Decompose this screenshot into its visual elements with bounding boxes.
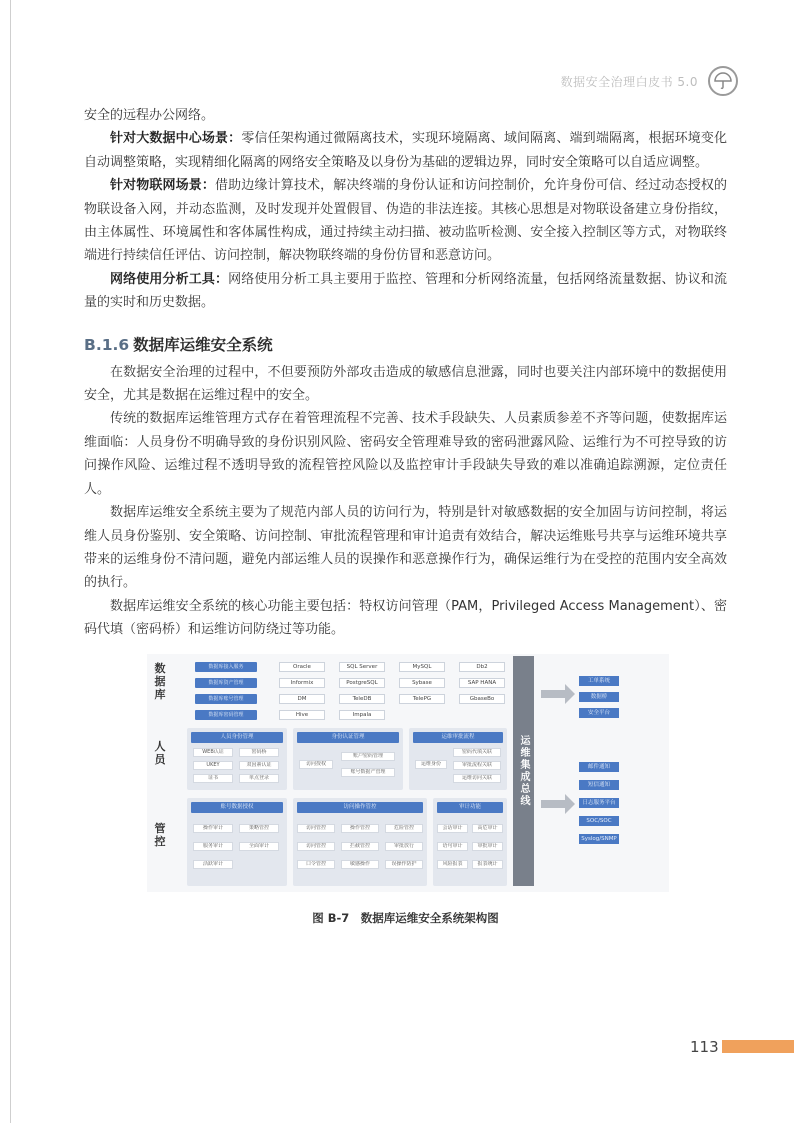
control-cell: 审批审计 <box>472 842 503 851</box>
control-panel-title: 账号数据授权 <box>191 802 283 813</box>
db-type: SAP HANA <box>459 678 505 688</box>
db-type: Sybase <box>399 678 445 688</box>
paragraph-big-data-center: 针对大数据中心场景：零信任架构通过微隔离技术，实现环境隔离、域间隔离、端到端隔离，根据环境变化自动调整策略，实现精细化隔离的网络安全策略及以身份为基础的逻辑边界，同时安全策略可以自适应调整。 <box>84 131 727 170</box>
db-type: Informix <box>279 678 325 688</box>
output-box: SOC/SOC <box>579 816 619 826</box>
person-cell: 账户密码管理 <box>341 752 395 761</box>
person-cell: 密码代填关联 <box>453 748 501 757</box>
architecture-diagram <box>147 654 669 892</box>
db-block: 数据库资产管理 <box>195 678 257 688</box>
db-type: TelePG <box>399 694 445 704</box>
page-edge <box>10 0 11 1123</box>
db-type: GbaseBo <box>459 694 505 704</box>
db-block: 数据库接入服务 <box>195 662 257 672</box>
umbrella-logo-icon <box>708 66 738 96</box>
person-cell: UKEY <box>193 761 233 770</box>
paragraph-body: 数据库运维安全系统主要为了规范内部人员的访问行为，特别是针对敏感数据的安全加固与访问控制，将运维人员身份鉴别、安全策略、访问控制、审批流程管理和审计追责有效结合，解决运维账号共享与运维环境共享带来的运维身份不清问题，避免内部运维人员的误操作和恶意操作行为，确保运维行为在受控的范围内安全高效的执行。 <box>84 505 727 591</box>
control-cell: 操作审计 <box>193 824 233 833</box>
row-label-control: 管控 <box>154 821 166 848</box>
person-cell: 访问授权 <box>299 760 333 769</box>
page-accent-bar <box>722 1040 794 1053</box>
output-box: 短信通知 <box>579 780 619 790</box>
person-cell: 审批流程关联 <box>453 761 501 770</box>
db-type: SQL Server <box>339 662 385 672</box>
row-label-person: 人员 <box>154 739 166 766</box>
person-cell: 账号数据产管理 <box>341 768 395 777</box>
person-cell: 运维身份 <box>415 760 447 769</box>
person-panel-title: 人员身份管理 <box>191 732 283 743</box>
control-cell: 活跃审计 <box>193 860 233 869</box>
person-cell: 证书 <box>193 774 233 783</box>
control-cell: 会话审计 <box>437 824 468 833</box>
control-cell: 服务审计 <box>193 842 233 851</box>
db-type: DM <box>279 694 325 704</box>
control-cell: 语句审计 <box>437 842 468 851</box>
db-block: 数据库密码管理 <box>195 710 257 720</box>
control-cell: 敏感操作 <box>341 860 379 869</box>
person-cell: WEB认证 <box>193 748 233 757</box>
control-cell: 口令管控 <box>297 860 335 869</box>
page-content <box>84 104 727 926</box>
control-panel-title: 访问操作管控 <box>297 802 423 813</box>
db-type: Oracle <box>279 662 325 672</box>
output-box: 数据桥 <box>579 692 619 702</box>
figure-caption: 图 B-7 数据库运维安全系统架构图 <box>312 910 499 925</box>
integration-bus: 运维集成总线 <box>513 656 534 886</box>
db-type: Db2 <box>459 662 505 672</box>
output-box: Syslog/SNMP <box>579 834 619 844</box>
output-box: 安全平台 <box>579 708 619 718</box>
control-cell: 报表统计 <box>472 860 503 869</box>
paragraph-iot: 针对物联网场景：借助边缘计算技术，解决终端的身份认证和访问控制价，允许身份可信、经过动态授权的物联设备入网，并动态监测，及时发现并处置假冒、伪造的非法连接。其核心思想是对物联设备建立身份指纹，由主体属性、环境属性和客体属性构成，通过持续主动扫描、被动监听检测、安全接入控制区等方式，对物联终端进行持续信任评估、访问控制，解决物联终端的身份仿冒和恶意访问。 <box>84 178 727 264</box>
section-heading: B.1.6 数据库运维安全系统 <box>84 335 273 354</box>
person-cell: 运维访问关联 <box>453 774 501 783</box>
control-cell: 策略管控 <box>239 824 279 833</box>
db-type: Impala <box>339 710 385 720</box>
output-box: 日志服务平台 <box>579 798 619 808</box>
db-type: TeleDB <box>339 694 385 704</box>
control-cell: 全面审计 <box>239 842 279 851</box>
db-block: 数据库账号管理 <box>195 694 257 704</box>
paragraph-body: 数据库运维安全系统的核心功能主要包括：特权访问管理（PAM，Privileged Access Management）、密码代填（密码桥）和运维访问防绕过等功能。 <box>84 598 727 638</box>
control-panel-title: 审计功能 <box>437 802 503 813</box>
row-label-database: 数据库 <box>154 661 166 701</box>
person-cell: 密码桥 <box>239 748 279 757</box>
paragraph-remote-office: 安全的远程办公网络。 <box>84 108 215 123</box>
paragraph-network-analysis: 网络使用分析工具：网络使用分析工具主要用于监控、管理和分析网络流量，包括网络流量数据、协议和流量的实时和历史数据。 <box>84 271 727 311</box>
person-panel-title: 身份认证管理 <box>297 732 399 743</box>
page-number: 113 <box>690 1038 719 1056</box>
output-box: 工单系统 <box>579 676 619 686</box>
control-cell: 操作管控 <box>341 824 379 833</box>
control-cell: 高危审计 <box>472 824 503 833</box>
page-header <box>561 66 738 96</box>
person-panel-title: 运维审批流程 <box>413 732 503 743</box>
bus-arrows <box>539 670 577 870</box>
person-cell: 单点登录 <box>239 774 279 783</box>
control-cell: 拦截管控 <box>341 842 379 851</box>
db-type: Hive <box>279 710 325 720</box>
paragraph-body: 在数据安全治理的过程中，不但要预防外部攻击造成的敏感信息泄露，同时也要关注内部环境中的数据使用安全，尤其是数据在运维过程中的安全。 <box>84 364 727 404</box>
control-cell: 风险报表 <box>437 860 468 869</box>
control-cell: 访问管控 <box>297 824 335 833</box>
control-cell: 危险管控 <box>385 824 423 833</box>
control-cell: 访问管控 <box>297 842 335 851</box>
db-type: MySQL <box>399 662 445 672</box>
control-cell: 误操作防护 <box>385 860 423 869</box>
paragraph-body: 传统的数据库运维管理方式存在着管理流程不完善、技术手段缺失、人员素质参差不齐等问题，使数据库运维面临：人员身份不明确导致的身份识别风险、密码安全管理难导致的密码泄露风险、运维行为不可控导致的访问操作风险、运维过程不透明导致的流程管控风险以及监控审计手段缺失导致的难以准确追踪溯源，定位责任人。 <box>84 411 727 497</box>
output-box: 邮件通知 <box>579 762 619 772</box>
control-cell: 审批放行 <box>385 842 423 851</box>
header-title: 数据安全治理白皮书 5.0 <box>560 74 698 89</box>
person-cell: 双因素认证 <box>239 761 279 770</box>
db-type: PostgreSQL <box>339 678 385 688</box>
